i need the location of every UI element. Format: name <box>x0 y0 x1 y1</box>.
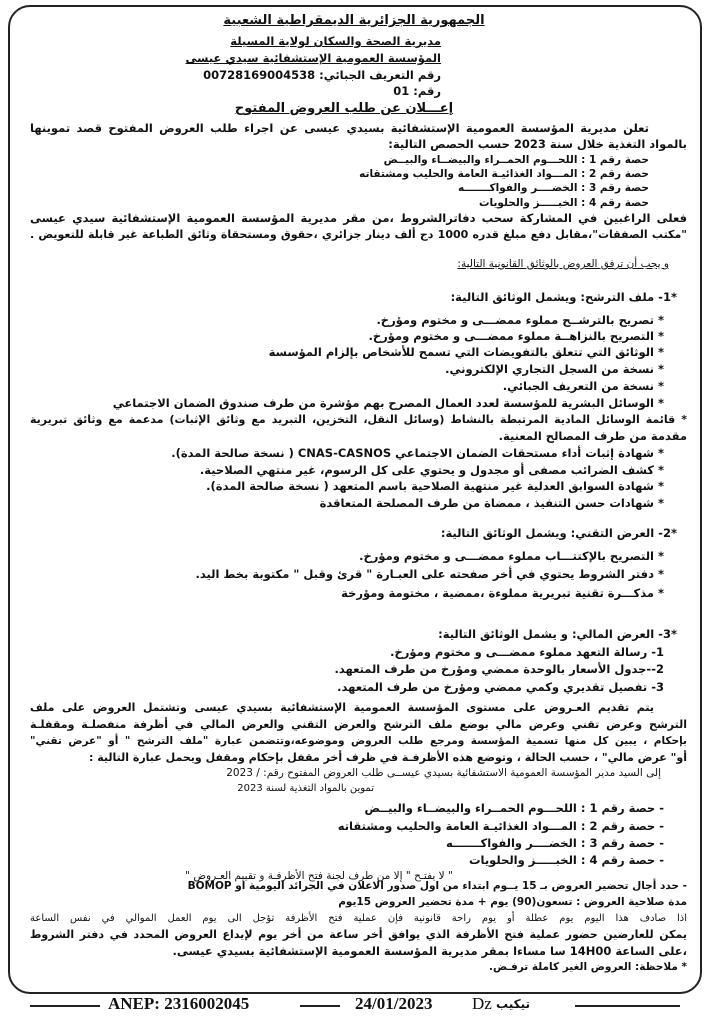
terms-line: ،على الساعة 14H00 سا مساءا بمقر مديرية المؤسسة العمومية الإستشفائية بسيدي عيسى. <box>172 944 687 958</box>
section1-item: * شهادة إثبات أداء مستحقات الضمان الاجتماعي CNAS-CASNOS ( نسخة صالحة المدة). <box>171 446 664 460</box>
anep-number: ANEP: 2316002045 <box>108 994 250 1013</box>
footer-rule <box>30 1005 100 1007</box>
section1-item: * الوثائق التي تتعلق بالتفويضات التي تسمح للأشخاص بإلزام المؤسسة <box>268 345 664 359</box>
section3-heading: *3- العرض المالي: و يشمل الوثائق التالية: <box>438 627 677 641</box>
section1-item: * شهادة السوابق العدلية غير منتهية الصلاحية باسم المتعهد ( نسخة صالحة المدة). <box>206 479 664 493</box>
intro-line: تعلن مديرية المؤسسة العمومية الإستشفائية بسيدي عيسى عن اجراء طلب العروض المفتوح قصد تموينها <box>30 121 649 135</box>
section1-item: * تصريح بالترشــح مملوء ممضـــى و مختوم ومؤرخ. <box>376 313 664 327</box>
terms-line: - حدد أجال تحضير العروض بـ 15 يــوم ابتداء من اول صدور الاعلان في الجرائد اليومية او BOMOP <box>187 880 687 892</box>
envelope-lot: - حصة رقم 3 : الخضــــر والفواكـــــــه <box>446 836 664 850</box>
lot-item: حصة رقم 1 : اللحـــوم الحمــراء والبيضــاء والبيــض <box>383 154 649 166</box>
institution: المؤسسة العمومية الإستشفائية سيدي عيسى <box>185 51 441 65</box>
section1-item: * قائمة الوسائل المادية المرتبطة بالنشاط (وسائل النقل، التخزين، التبريد مع وثائق الإثبات) مدعمة مع وثائق تبريرية <box>30 413 687 426</box>
terms-line: اذا صادف هذا اليوم يوم عطلة أو يوم راحة قانونية فإن عملية فتح الأظرفة تؤجل الى يوم العمل الموالي في نفس الساعة <box>30 913 687 924</box>
envelope-label: إلى السيد مدير المؤسسة العمومية الاستشفائية بسيدي عيســى طلب العروض المفتوح رقم: / 2023 <box>226 767 661 779</box>
section3-paragraph: بإحكام ، يبين كل منها تسمية المؤسسة ومرجع طلب العروض وموضوعه،وتتضمن عبارة "ملف الترشح " أو "عرض تقني" <box>30 735 687 747</box>
tax-id: رقم التعريف الجبائي: 00728169004538 <box>203 68 441 82</box>
docs-intro: و يجب أن ترفق العروض بالوثائق القانونية التالية: <box>457 258 669 270</box>
republic-heading: الجمهورية الجزائرية الديمقراطية الشعبية <box>223 13 485 28</box>
section1-item: * نسخة من التعريف الجبائي. <box>502 379 664 393</box>
section1-item: * التصريح بالنزاهــة مملوء ممضـــى و مختوم ومؤرخ. <box>368 329 664 343</box>
terms-line: يمكن للعارضين حضور عملية فتح الأظرفة الذي يوافق أخر ساعة من أخر يوم لإيداع العروض المحدد في دفتر الشروط <box>30 928 687 941</box>
intro-line: بالمواد التغذية خلال سنة 2023 حسب الحصص التالية: <box>388 137 687 151</box>
envelope-subtitle: تموين بالمواد التغذية لسنة 2023 <box>237 783 374 794</box>
lot-item: حصة رقم 3 : الخضــــر والفواكـــــــه <box>458 182 649 194</box>
section3-paragraph: أو" عرض مالي" ، حسب الحالة ، وتوضع هذه الأظرفـة في ظرف أخر مقفل بإحكام ومقفل ويحمل عبارة التالية : <box>88 751 687 764</box>
footer-label: تيكيب <box>496 997 530 1011</box>
section1-item: * نسخة من السجل التجاري الإلكتروني. <box>445 362 664 376</box>
note-line: * ملاحظة: العروض الغير كاملة ترفـض. <box>489 961 687 973</box>
section2-item: * التصريح بالإكتتـــاب مملوء ممضـــى و مختوم ومؤرخ. <box>359 549 664 563</box>
directorate: مديرية الصحة والسكان لولاية المسيلة <box>230 34 441 48</box>
envelope-lot: - حصة رقم 4 : الخبـــــز والحلويات <box>468 853 664 867</box>
publication-date: 24/01/2023 <box>355 994 433 1013</box>
dz-label: Dz <box>472 994 492 1013</box>
section1-item: * كشف الضرائب مصفى أو مجدول و يحتوي على كل الرسوم، غير منتهي الصلاحية. <box>199 463 664 477</box>
footer-rule <box>300 1005 340 1007</box>
announcement-title: إعـــلان عن طلب العروض المفتوح <box>234 101 454 116</box>
lot-item: حصة رقم 2 : المـــواد الغذائيـة العامة والحليب ومشتقاته <box>359 168 649 180</box>
section3-item: 1- رسالة التعهد مملوء ممضـــى و مختوم ومؤرخ. <box>390 645 664 659</box>
section3-paragraph: يتم تقديم العـروض على مستوى المؤسسة العمومية الإستشفائية بسيدي عيسى وتشتمل العروض على ملف <box>30 701 654 714</box>
lot-item: حصة رقم 4 : الخبـــــز والحلويات <box>478 197 649 209</box>
section3-item: 3- تفصيل تقديري وكمي ممضي ومؤرخ من طرف المتعهد. <box>337 680 664 694</box>
section3-item: 2--جدول الأسعار بالوحدة ممضي ومؤرخ من طرف المتعهد. <box>334 662 664 676</box>
do-not-open-note: " لا يفتـح " إلا من طرف لجنة فتح الأظرفـة و تقييم العـروض " <box>185 870 453 882</box>
section2-heading: *2- العرض التقني: ويشمل الوثائق التالية: <box>440 526 677 540</box>
section1-item: مقدمة من طرف المصالح المعنية. <box>498 429 687 443</box>
section3-paragraph: الترشح وعرض تقني وعرض مالي بوضع ملف الترشح والعرض التقني والعرض المالي في أظرفة منفصلـة ومقفلـة <box>30 718 687 731</box>
section1-item: * الوسائل البشرية للمؤسسة لعدد العمال المصرح بهم مؤشرة من طرف صندوق الضمان الاجتماعي <box>112 396 664 410</box>
section2-item: * مذكـــرة تقنية تبريرية مملوءة ،ممضية ، مختومة ومؤرخة <box>341 586 664 600</box>
reference-number: رقم: 01 <box>393 84 441 98</box>
footer <box>0 994 709 1016</box>
envelope-lot: - حصة رقم 1 : اللحـــوم الحمــراء والبيضــاء والبيــض <box>364 801 664 815</box>
section1-heading: *1- ملف الترشح: ويشمل الوثائق التالية: <box>450 290 677 304</box>
envelope-lot: - حصة رقم 2 : المـــواد الغذائيـة العامة والحليب ومشتقاته <box>337 819 664 833</box>
terms-line: مدة صلاحية العروض : تسعون(90) يوم + مدة تحضير العروض 15يوم <box>338 896 687 908</box>
participation-line: "مكتب الصفقات"،مقابل دفع مبلغ قدره 1000 دج ألف دينار جزائري ،حقوق ومستحقاة وثائق الطباعة غير قابلة للتعويض . <box>30 228 687 241</box>
footer-rule <box>575 1005 680 1007</box>
section1-item: * شهادات حسن التنفيذ ، ممضاة من طرف المصلحة المتعاقدة <box>319 496 664 510</box>
participation-line: فعلى الراغبين في المشاركة سحب دفاترالشروط ،من مقر مديرية المؤسسة العمومية الإستشفائية سيدي عيسى <box>30 211 687 225</box>
section2-item: * دفتر الشروط يحتوي في أخر صفحته على العبـارة " قرئ وقبل " مكتوبة بخط اليد. <box>195 567 664 581</box>
